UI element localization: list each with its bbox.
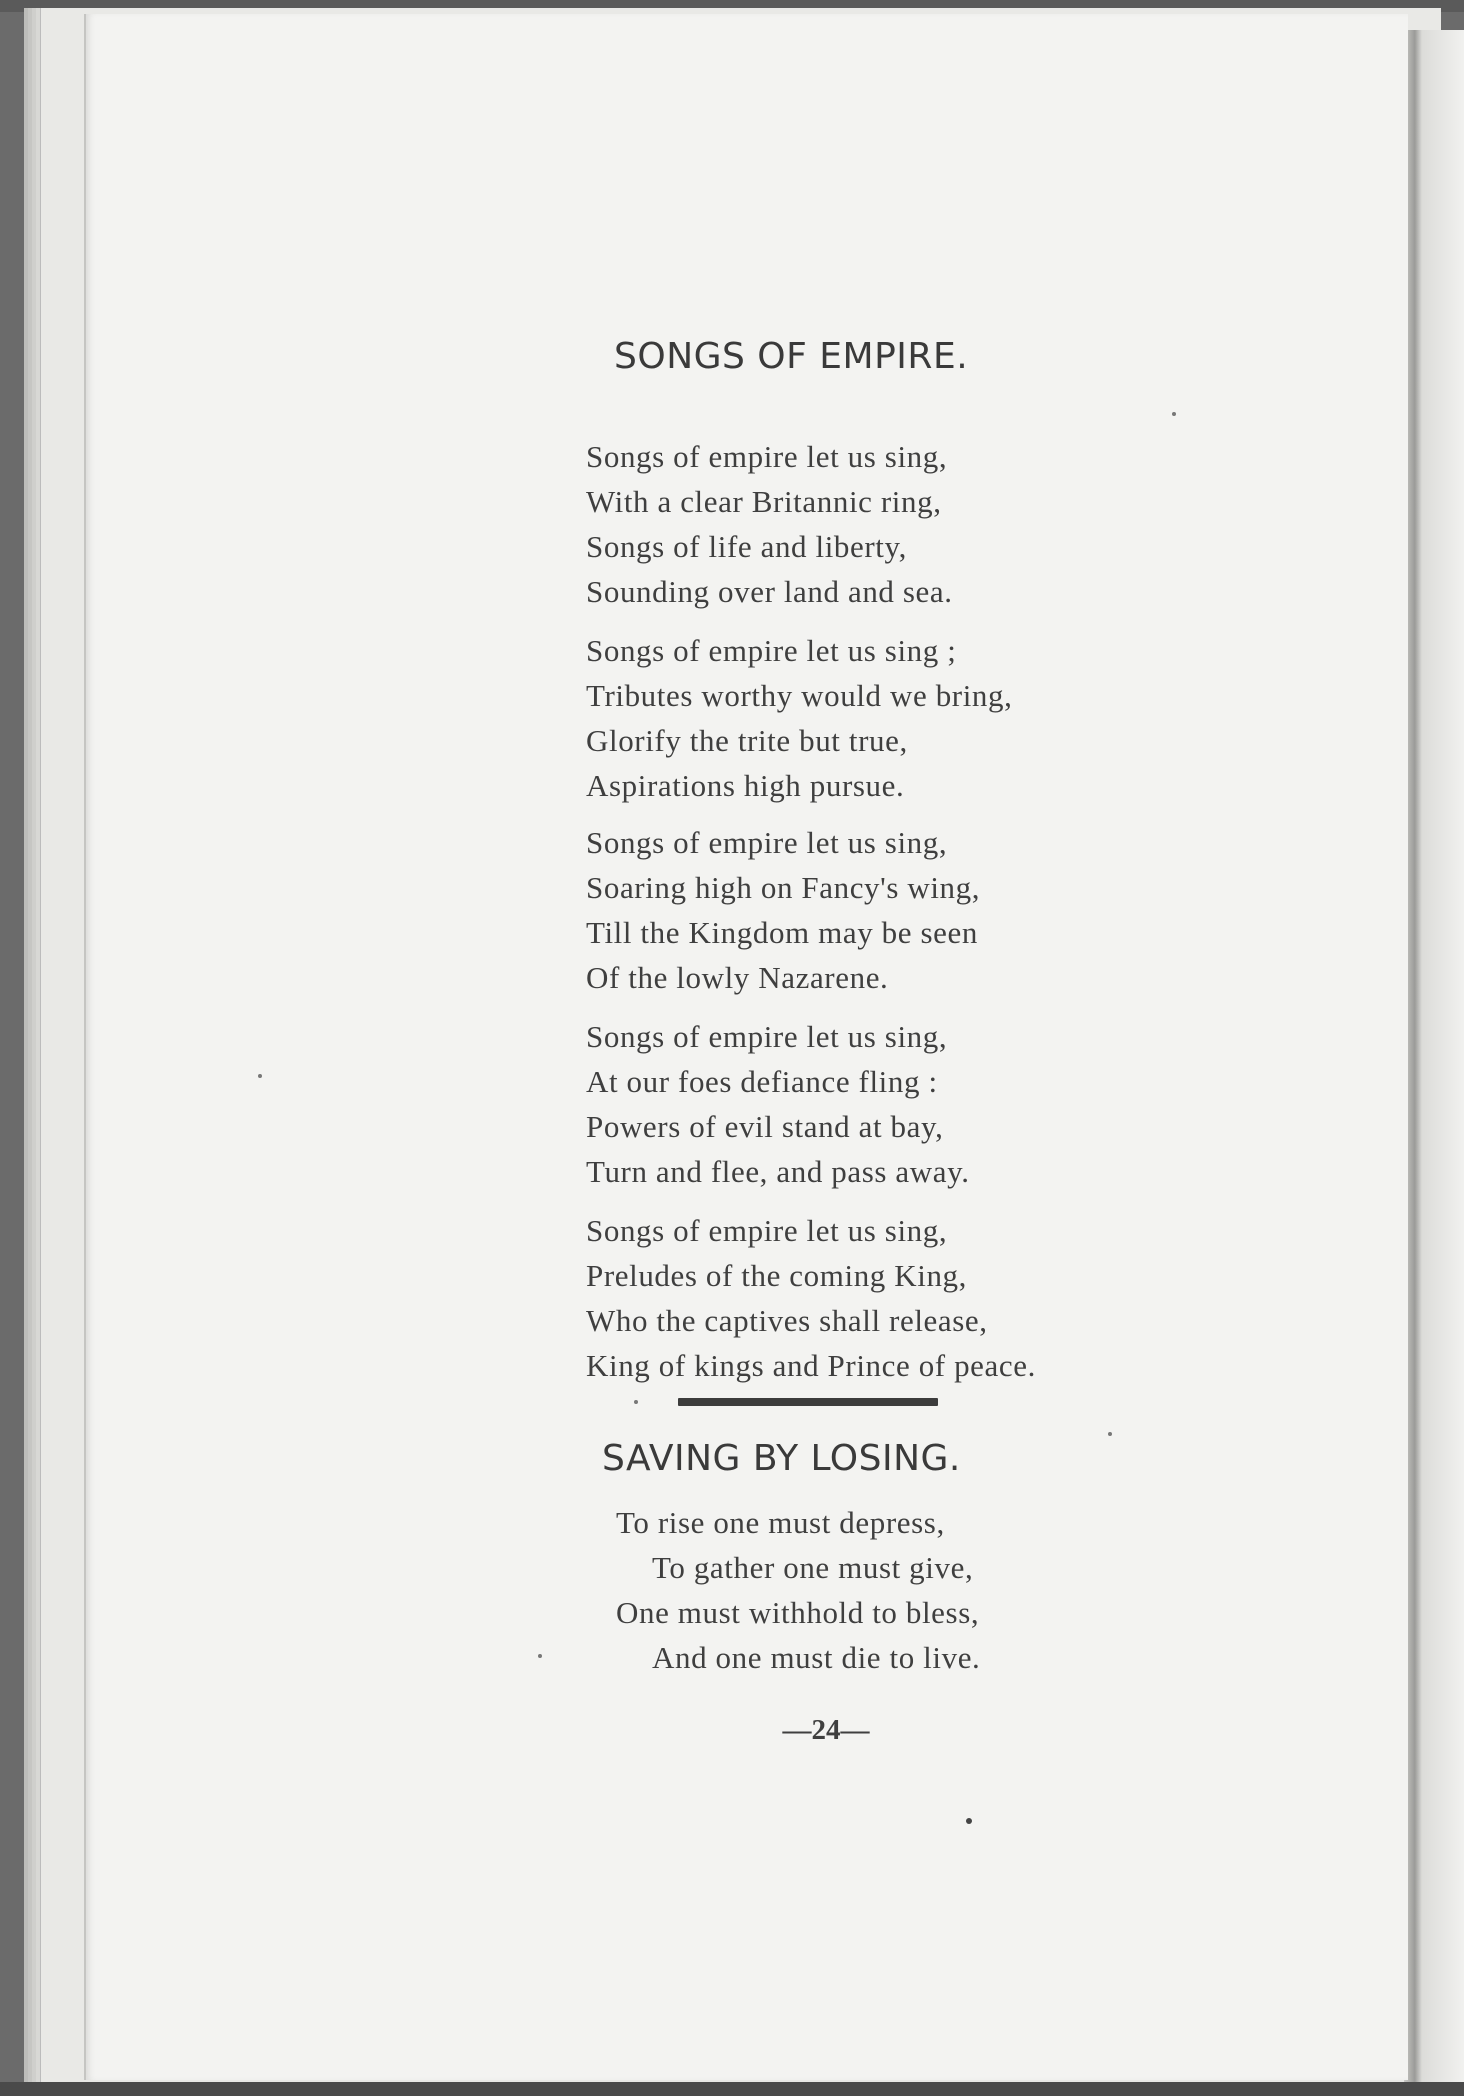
- poem-line: Aspirations high pursue.: [586, 768, 905, 803]
- poem-line: Till the Kingdom may be seen: [586, 915, 978, 950]
- scan-border-bottom: [0, 2082, 1464, 2096]
- poem-line-indented: And one must die to live.: [652, 1640, 981, 1675]
- scan-speck: [966, 1818, 972, 1824]
- page-number: —24—: [782, 1714, 870, 1746]
- poem-line: One must withhold to bless,: [616, 1595, 980, 1630]
- poem-line: At our foes defiance fling :: [586, 1064, 938, 1099]
- poem-line: Turn and flee, and pass away.: [586, 1154, 970, 1189]
- stanza-4: [586, 1014, 970, 1194]
- stanza-1: [586, 434, 953, 614]
- book-page: [84, 14, 1408, 2080]
- poem-line: Powers of evil stand at bay,: [586, 1109, 944, 1144]
- scan-speck: [538, 1654, 542, 1658]
- poem-title-saving-by-losing: SAVING BY LOSING.: [602, 1438, 961, 1479]
- poem-line: King of kings and Prince of peace.: [586, 1348, 1036, 1383]
- poem-line: Glorify the trite but true,: [586, 723, 908, 758]
- stanza-2: [586, 628, 1012, 808]
- poem-line-indented: To gather one must give,: [652, 1550, 974, 1585]
- scan-speck: [1108, 1432, 1112, 1436]
- book-gutter-shadow: [1404, 30, 1464, 2082]
- poem-line: Tributes worthy would we bring,: [586, 678, 1013, 713]
- scan-speck: [1172, 412, 1176, 416]
- stanza-3: [586, 820, 980, 1000]
- scan-speck: [634, 1400, 638, 1404]
- short-poem-stanza: [616, 1500, 980, 1680]
- page-content: [86, 14, 1408, 2080]
- poem-line: To rise one must depress,: [616, 1505, 945, 1540]
- poem-line: Soaring high on Fancy's wing,: [586, 870, 981, 905]
- section-divider: [678, 1398, 938, 1406]
- poem-line: Songs of empire let us sing,: [586, 825, 948, 860]
- poem-line: Songs of empire let us sing,: [586, 1213, 948, 1248]
- poem-line: Who the captives shall release,: [586, 1303, 988, 1338]
- poem-line: Of the lowly Nazarene.: [586, 960, 889, 995]
- poem-line: Songs of empire let us sing,: [586, 1019, 948, 1054]
- stanza-5: [586, 1208, 1036, 1388]
- poem-line: With a clear Britannic ring,: [586, 484, 942, 519]
- poem-line: Sounding over land and sea.: [586, 574, 953, 609]
- scan-speck: [258, 1074, 262, 1078]
- poem-line: Songs of empire let us sing ;: [586, 633, 957, 668]
- poem-line: Songs of life and liberty,: [586, 529, 907, 564]
- poem-line: Songs of empire let us sing,: [586, 439, 948, 474]
- poem-line: Preludes of the coming King,: [586, 1258, 967, 1293]
- poem-title-songs-of-empire: SONGS OF EMPIRE.: [614, 336, 969, 377]
